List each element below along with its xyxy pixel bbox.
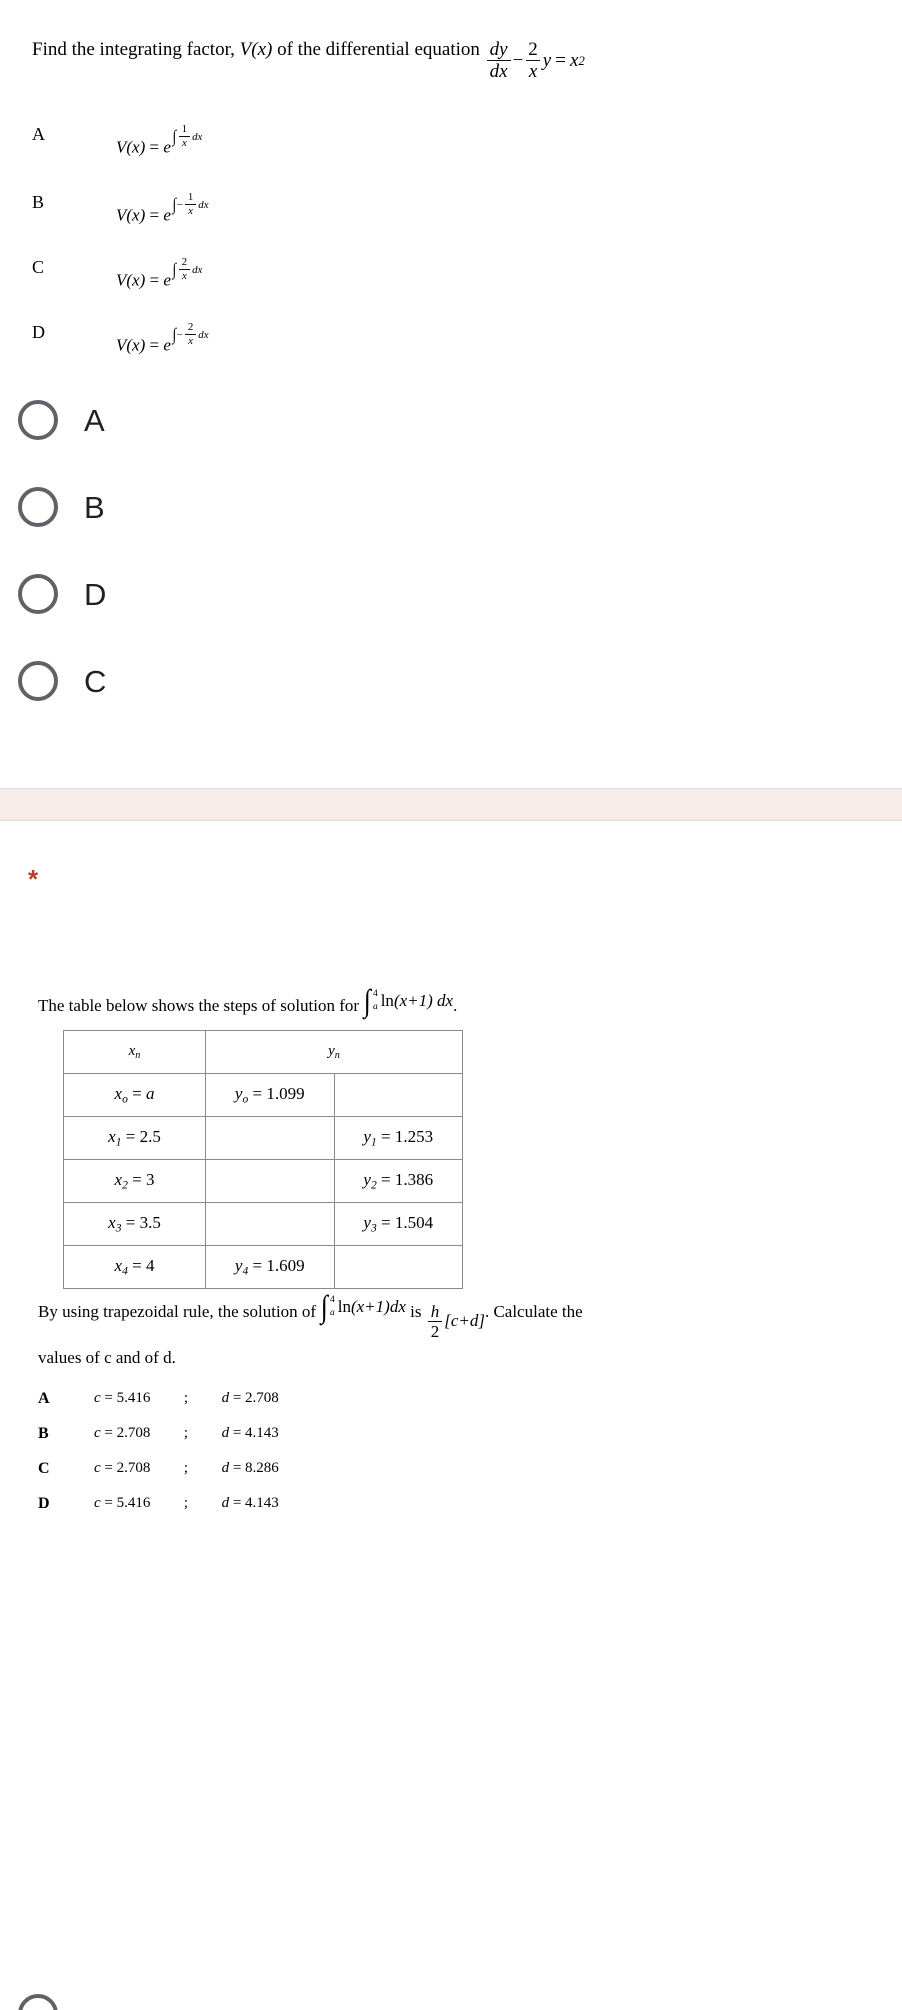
radio-button-icon[interactable] [18, 400, 58, 440]
radio-choice-c[interactable] [18, 661, 106, 701]
question2-stem-integral: ∫ 4 a ln (x+1) dx [364, 982, 454, 1018]
table-row [64, 1246, 463, 1289]
answer-option-d-text: c = 5.416 ; d = 4.143 [94, 1495, 279, 1511]
answer-option-d [38, 1495, 638, 1530]
formula-option-b-expression: V(x) = e ∫ − $\frac{1}{x}$ dx [116, 191, 209, 225]
answer-option-b [38, 1425, 638, 1460]
two-over-x-fraction: $\frac{2}{x}$ [525, 40, 541, 82]
formula-option-b-letter: B [32, 192, 45, 212]
table-cell-empty [206, 1203, 335, 1246]
radio-choice-a[interactable] [18, 400, 105, 440]
table-row [64, 1117, 463, 1160]
table-header-xn: $x_n$ [64, 1031, 206, 1074]
radio-choice-b-label: B [84, 489, 105, 525]
radio-button-icon[interactable] [18, 1994, 58, 2010]
table-cell-y4: $y_4 = 1.609$ [206, 1246, 335, 1289]
equation-y-variable: y [542, 50, 552, 71]
dy-dx-fraction: $\frac{dy}{dx}$ [487, 40, 511, 82]
answer-option-d-letter: D [38, 1495, 50, 1512]
formula-option-c-letter: C [32, 257, 45, 277]
question1-stem [32, 38, 882, 82]
solution-steps-table [63, 1030, 463, 1289]
table-cell-x3: $x_3 = 3.5$ [64, 1203, 206, 1246]
section-divider-band [0, 788, 902, 821]
table-cell-empty [334, 1074, 463, 1117]
question2-body-is: is [410, 1301, 422, 1321]
radio-choice-d[interactable] [18, 574, 106, 614]
radio-button-icon[interactable] [18, 574, 58, 614]
question2-body-integral: ∫ 4 a ln (x+1) dx [321, 1288, 406, 1324]
table-cell-x2: $x_2 = 3$ [64, 1160, 206, 1203]
formula-option-a-expression: V(x) = e ∫ $\frac{1}{x}$ dx [116, 123, 203, 157]
radio-button-icon[interactable] [18, 661, 58, 701]
required-asterisk: * [28, 864, 39, 894]
question2-stem-prefix: The table below shows the steps of solution for [38, 995, 360, 1015]
equation-rhs-base: x [569, 50, 579, 71]
table-cell-empty [334, 1246, 463, 1289]
table-cell-y0: $y_o = 1.099$ [206, 1074, 335, 1117]
question2-stem-suffix: . [453, 995, 458, 1015]
answer-option-a-text: c = 5.416 ; d = 2.708 [94, 1390, 279, 1406]
question2-body-prefix: By using trapezoidal rule, the solution of [38, 1301, 317, 1321]
question2-body-line1 [38, 1290, 868, 1341]
question1-equation [485, 40, 585, 82]
table-cell-empty [206, 1117, 335, 1160]
table-cell-x4: $x_4 = 4$ [64, 1246, 206, 1289]
formula-option-c-exponent: ∫ $\frac{2}{x}$ dx [172, 256, 203, 283]
answer-option-c [38, 1460, 638, 1495]
answer-option-b-letter: B [38, 1425, 49, 1442]
question2-stem [38, 982, 878, 1018]
question2-answer-list [38, 1390, 638, 1530]
table-cell-x0: $x_o = a$ [64, 1074, 206, 1117]
table-row [64, 1074, 463, 1117]
question1-stem-middle: of the differential equation [277, 39, 480, 60]
answer-option-a-letter: A [38, 1390, 50, 1407]
question2-trapezoid-expression [426, 1303, 485, 1341]
formula-option-a-letter: A [32, 124, 45, 144]
table-cell-x1: $x_1 = 2.5$ [64, 1117, 206, 1160]
question2-body-line2: values of c and of d. [38, 1347, 176, 1367]
formula-option-d-letter: D [32, 322, 45, 342]
equation-minus-operator: − [512, 50, 524, 71]
formula-option-d-exponent: ∫ − $\frac{2}{x}$ dx [172, 321, 209, 348]
question2-body [38, 1290, 868, 1375]
table-cell-empty [206, 1160, 335, 1203]
question1-function-symbol: V(x) [239, 39, 273, 60]
equation-rhs-exponent: 2 [578, 52, 585, 68]
formula-option-d-expression: V(x) = e ∫ − $\frac{2}{x}$ dx [116, 321, 209, 355]
radio-choice-b[interactable] [18, 487, 105, 527]
radio-button-icon[interactable] [18, 487, 58, 527]
table-cell-y2: $y_2 = 1.386$ [334, 1160, 463, 1203]
radio-choice-d-label: D [84, 576, 107, 612]
answer-option-b-text: c = 2.708 ; d = 4.143 [94, 1425, 279, 1441]
h-over-2-fraction: $\frac{h}{2}$ [428, 1303, 443, 1341]
radio-choice-c-label: C [84, 663, 107, 699]
table-cell-y1: $y_1 = 1.253$ [334, 1117, 463, 1160]
table-header-row [64, 1031, 463, 1074]
question2-body-after: . Calculate the [484, 1301, 583, 1321]
formula-option-c-expression: V(x) = e ∫ $\frac{2}{x}$ dx [116, 256, 203, 290]
answer-option-c-text: c = 2.708 ; d = 8.286 [94, 1460, 279, 1476]
table-row [64, 1203, 463, 1246]
formula-option-b-exponent: ∫ − $\frac{1}{x}$ dx [172, 191, 209, 218]
answer-option-c-letter: C [38, 1460, 50, 1477]
equation-equals-sign: = [555, 50, 566, 71]
table-row [64, 1160, 463, 1203]
answer-option-a [38, 1390, 638, 1425]
radio-choice-a-label: A [84, 402, 105, 438]
formula-option-a-exponent: ∫ $\frac{1}{x}$ dx [172, 123, 203, 150]
table-cell-y3: $y_3 = 1.504$ [334, 1203, 463, 1246]
question1-stem-prefix: Find the integrating factor, [32, 39, 235, 60]
table-header-yn: $y_n$ [206, 1031, 463, 1074]
c-plus-d-bracket: [c+d] [444, 1311, 485, 1331]
